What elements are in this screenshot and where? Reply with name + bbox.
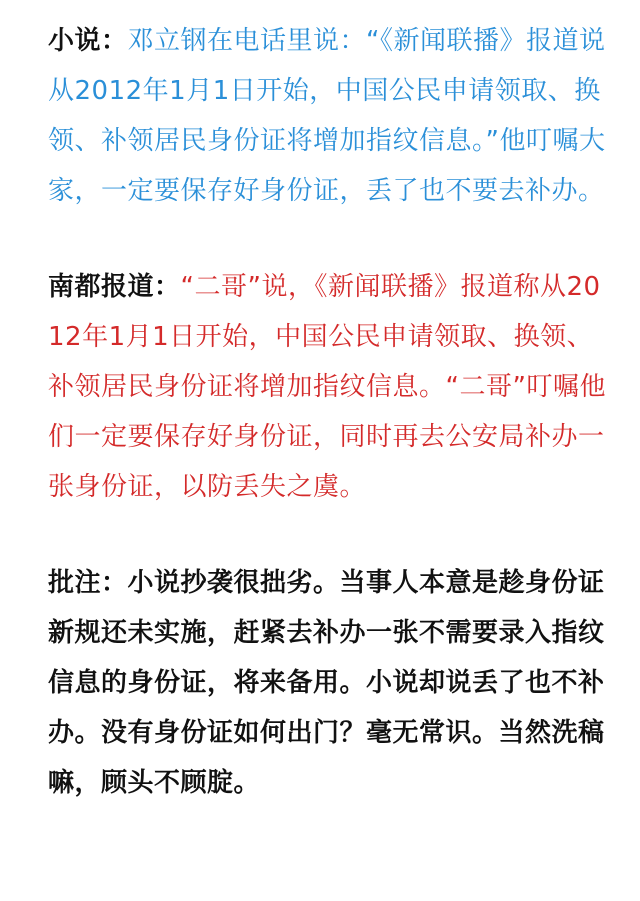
news-report-text: “二哥”说，《新闻联播》报道称从2012年1月1日开始，中国公民申请领取、换领、补领居民身份证将增加指纹信息。“二哥”叮嘱他们一定要保存好身份证，同时再去公安局补办一张身份证，以防丢失之虞。 <box>48 272 606 502</box>
annotation-text: 小说抄袭很拙劣。当事人本意是趁身份证新规还未实施，赶紧去补办一张不需要录入指纹信息的身份证，将来备用。小说却说丢了也不补办。没有身份证如何出门？毫无常识。当然洗稿嘛，顾头不顾腚。 <box>48 568 605 798</box>
news-report-label: 南都报道： <box>48 272 181 302</box>
annotation-label: 批注： <box>48 568 128 598</box>
news-report-paragraph <box>48 262 612 512</box>
novel-label: 小说： <box>48 26 128 56</box>
novel-quote-text: 邓立钢在电话里说：“《新闻联播》报道说从2012年1月1日开始，中国公民申请领取、换领、补领居民身份证将增加指纹信息。”他叮嘱大家，一定要保存好身份证，丢了也不要去补办。 <box>48 26 606 206</box>
annotation-paragraph <box>48 558 612 808</box>
novel-quote-paragraph <box>48 16 612 216</box>
